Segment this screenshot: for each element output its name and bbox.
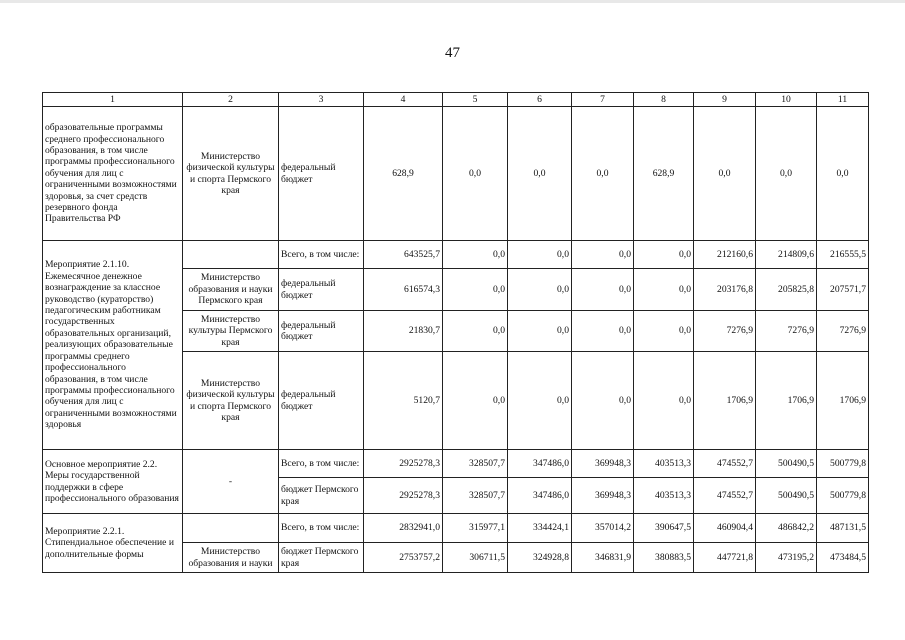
value-cell: 369948,3 <box>572 478 634 514</box>
value-cell: 216555,5 <box>817 241 869 269</box>
value-cell: 403513,3 <box>634 478 694 514</box>
column-header: 1 <box>43 93 183 107</box>
activity-cell: образовательные программы среднего профессионального образования, в том числе программы профессионального обучения для лиц с ограниченными возможностями здоровья, за счет средств резервного фонда Правительства РФ <box>43 107 183 241</box>
activity-cell: Основное мероприятие 2.2. Меры государственной поддержки в сфере профессионального образования <box>43 450 183 514</box>
value-cell: 473195,2 <box>756 543 817 573</box>
value-cell: 328507,7 <box>443 478 508 514</box>
value-cell: 628,9 <box>364 107 443 241</box>
value-cell: 205825,8 <box>756 269 817 311</box>
value-cell: 474552,7 <box>694 450 756 478</box>
value-cell: 0,0 <box>634 269 694 311</box>
column-header: 2 <box>183 93 279 107</box>
value-cell: 474552,7 <box>694 478 756 514</box>
column-header: 9 <box>694 93 756 107</box>
executor-cell: - <box>183 450 279 514</box>
value-cell: 0,0 <box>443 241 508 269</box>
value-cell: 207571,7 <box>817 269 869 311</box>
value-cell: 500490,5 <box>756 478 817 514</box>
activity-cell: Мероприятие 2.1.10. Ежемесячное денежное вознаграждение за классное руководство (кураторство) педагогическим работникам государственных образовательных организаций, реализующих образовательные программы среднего профессионального образования, в том числе программы профессионального обучения для лиц с ограниченными возможностями здоровья <box>43 241 183 450</box>
value-cell: 0,0 <box>443 352 508 450</box>
value-cell: 5120,7 <box>364 352 443 450</box>
value-cell: 203176,8 <box>694 269 756 311</box>
executor-cell: Министерство образования и науки <box>183 543 279 573</box>
value-cell: 460904,4 <box>694 514 756 543</box>
value-cell: 0,0 <box>572 352 634 450</box>
value-cell: 0,0 <box>508 311 572 352</box>
value-cell: 2832941,0 <box>364 514 443 543</box>
value-cell: 0,0 <box>817 107 869 241</box>
table-row <box>43 450 869 478</box>
value-cell: 403513,3 <box>634 450 694 478</box>
value-cell: 0,0 <box>508 269 572 311</box>
executor-cell: Министерство образования и науки Пермского края <box>183 269 279 311</box>
value-cell: 0,0 <box>694 107 756 241</box>
executor-cell <box>183 514 279 543</box>
page-number: 47 <box>445 45 460 61</box>
value-cell: 500779,8 <box>817 450 869 478</box>
value-cell: 315977,1 <box>443 514 508 543</box>
value-cell: 447721,8 <box>694 543 756 573</box>
value-cell: 334424,1 <box>508 514 572 543</box>
value-cell: 0,0 <box>508 107 572 241</box>
value-cell: 7276,9 <box>756 311 817 352</box>
table-header-row <box>43 93 869 107</box>
column-header: 8 <box>634 93 694 107</box>
value-cell: 0,0 <box>572 107 634 241</box>
value-cell: 628,9 <box>634 107 694 241</box>
value-cell: 487131,5 <box>817 514 869 543</box>
column-header: 6 <box>508 93 572 107</box>
value-cell: 7276,9 <box>817 311 869 352</box>
source-cell: бюджет Пермского края <box>279 543 364 573</box>
value-cell: 390647,5 <box>634 514 694 543</box>
value-cell: 380883,5 <box>634 543 694 573</box>
value-cell: 306711,5 <box>443 543 508 573</box>
value-cell: 346831,9 <box>572 543 634 573</box>
source-cell: Всего, в том числе: <box>279 450 364 478</box>
value-cell: 7276,9 <box>694 311 756 352</box>
value-cell: 0,0 <box>508 352 572 450</box>
table-row <box>43 514 869 543</box>
value-cell: 643525,7 <box>364 241 443 269</box>
value-cell: 0,0 <box>443 269 508 311</box>
value-cell: 357014,2 <box>572 514 634 543</box>
value-cell: 324928,8 <box>508 543 572 573</box>
source-cell: Всего, в том числе: <box>279 514 364 543</box>
value-cell: 328507,7 <box>443 450 508 478</box>
executor-cell: Министерство физической культуры и спорта Пермского края <box>183 352 279 450</box>
value-cell: 500779,8 <box>817 478 869 514</box>
source-cell: федеральный бюджет <box>279 107 364 241</box>
activity-cell: Мероприятие 2.2.1. Стипендиальное обеспечение и дополнительные формы <box>43 514 183 573</box>
value-cell: 500490,5 <box>756 450 817 478</box>
budget-table <box>42 92 869 573</box>
column-header: 5 <box>443 93 508 107</box>
executor-cell: Министерство физической культуры и спорта Пермского края <box>183 107 279 241</box>
column-header: 10 <box>756 93 817 107</box>
value-cell: 0,0 <box>443 311 508 352</box>
source-cell: федеральный бюджет <box>279 311 364 352</box>
value-cell: 0,0 <box>508 241 572 269</box>
value-cell: 214809,6 <box>756 241 817 269</box>
executor-cell <box>183 241 279 269</box>
scan-top-edge <box>0 0 905 3</box>
value-cell: 0,0 <box>572 311 634 352</box>
value-cell: 21830,7 <box>364 311 443 352</box>
column-header: 7 <box>572 93 634 107</box>
value-cell: 486842,2 <box>756 514 817 543</box>
column-header: 4 <box>364 93 443 107</box>
value-cell: 2925278,3 <box>364 478 443 514</box>
value-cell: 1706,9 <box>817 352 869 450</box>
table-row <box>43 107 869 241</box>
value-cell: 2753757,2 <box>364 543 443 573</box>
value-cell: 347486,0 <box>508 478 572 514</box>
source-cell: федеральный бюджет <box>279 352 364 450</box>
value-cell: 369948,3 <box>572 450 634 478</box>
value-cell: 0,0 <box>634 352 694 450</box>
value-cell: 0,0 <box>572 241 634 269</box>
value-cell: 0,0 <box>634 241 694 269</box>
value-cell: 347486,0 <box>508 450 572 478</box>
value-cell: 212160,6 <box>694 241 756 269</box>
value-cell: 0,0 <box>572 269 634 311</box>
value-cell: 0,0 <box>756 107 817 241</box>
value-cell: 473484,5 <box>817 543 869 573</box>
source-cell: федеральный бюджет <box>279 269 364 311</box>
value-cell: 1706,9 <box>756 352 817 450</box>
value-cell: 1706,9 <box>694 352 756 450</box>
column-header: 3 <box>279 93 364 107</box>
source-cell: бюджет Пермского края <box>279 478 364 514</box>
value-cell: 616574,3 <box>364 269 443 311</box>
value-cell: 2925278,3 <box>364 450 443 478</box>
table-row <box>43 241 869 269</box>
value-cell: 0,0 <box>634 311 694 352</box>
column-header: 11 <box>817 93 869 107</box>
value-cell: 0,0 <box>443 107 508 241</box>
executor-cell: Министерство культуры Пермского края <box>183 311 279 352</box>
source-cell: Всего, в том числе: <box>279 241 364 269</box>
